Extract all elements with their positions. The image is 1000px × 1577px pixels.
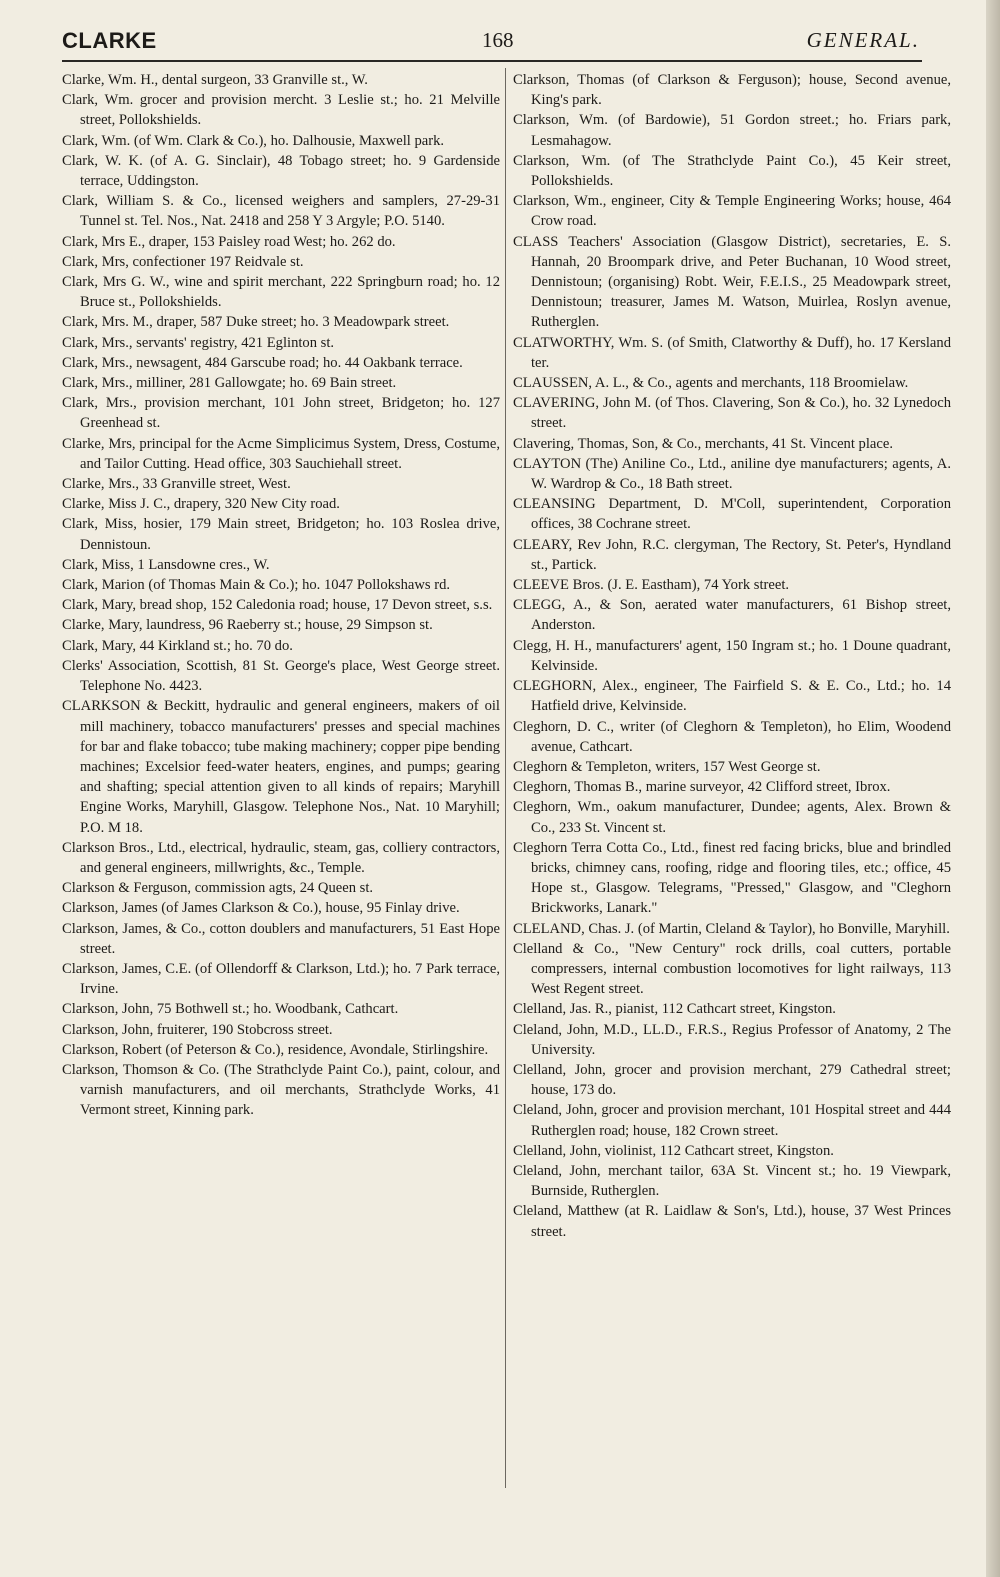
directory-entry: Clarke, Mrs., 33 Granville street, West. [62, 476, 291, 493]
directory-entry: CLASS Teachers' Association (Glasgow District), secretaries, E. S. Hannah, 20 Broompark drive, and Peter Buchanan, 10 Wood street, Dennistoun; (organising) Robt. Weir, F.E.I.S., 25 Meadowpark street, Dennistoun; treasurer, James M. Watson, Muirlea, Roslyn avenue, Rutherglen. [513, 233, 951, 331]
directory-entry: Clarke, Mary, laundress, 96 Raeberry st.; house, 29 Simpson st. [62, 617, 433, 634]
directory-entry: CLELAND, Chas. J. (of Martin, Cleland & Taylor), ho Bonville, Maryhill. [513, 920, 950, 937]
page-number: 168 [482, 28, 514, 52]
directory-entry: CLATWORTHY, Wm. S. (of Smith, Clatworthy & Duff), ho. 17 Kersland ter. [513, 334, 951, 371]
directory-entry: Cleghorn & Templeton, writers, 157 West George st. [513, 758, 821, 775]
directory-entry: CLAVERING, John M. (of Thos. Clavering, Son & Co.), ho. 32 Lynedoch street. [513, 395, 951, 432]
directory-entry: CLAUSSEN, A. L., & Co., agents and merchants, 118 Broomielaw. [513, 375, 909, 392]
directory-entry: Clarke, Miss J. C., drapery, 320 New City road. [62, 496, 340, 513]
directory-entry: Clarkson, Robert (of Peterson & Co.), residence, Avondale, Stirlingshire. [62, 1041, 489, 1058]
directory-entry: Clark, Mrs E., draper, 153 Paisley road West; ho. 262 do. [62, 233, 396, 250]
directory-entry: Clavering, Thomas, Son, & Co., merchants, 41 St. Vincent place. [513, 435, 893, 452]
directory-entry: Clarkson & Ferguson, commission agts, 24 Queen st. [62, 880, 374, 897]
directory-entry: Clerks' Association, Scottish, 81 St. George's place, West George street. Telephone No. 4423. [62, 657, 500, 695]
directory-entry: CLEEVE Bros. (J. E. Eastham), 74 York street. [513, 577, 790, 594]
directory-entry: Clark, W. K. (of A. G. Sinclair), 48 Tobago street; ho. 9 Gardenside terrace, Uddingston. [62, 152, 500, 190]
directory-entry: Clelland, Jas. R., pianist, 112 Cathcart street, Kingston. [513, 1001, 836, 1018]
directory-entry: Clarkson, Wm., engineer, City & Temple Engineering Works; house, 464 Crow road. [513, 193, 951, 230]
directory-entry: Cleland, John, grocer and provision merchant, 101 Hospital street and 444 Rutherglen road; house, 182 Crown street. [513, 1102, 951, 1139]
directory-entry: Cleghorn Terra Cotta Co., Ltd., finest red facing bricks, blue and brindled bricks, chimney cans, roofing, ridge and flooring tiles, etc.; office, 45 Hope st., Glasgow. Telegrams, "Pressed," Glasgow, and "Cleghorn Brickworks, Lanark." [513, 839, 951, 917]
directory-entry: CLEANSING Department, D. M'Coll, superintendent, Corporation offices, 38 Cochrane street. [513, 496, 951, 533]
directory-entry: Clark, Marion (of Thomas Main & Co.); ho. 1047 Pollokshaws rd. [62, 577, 451, 594]
directory-entry: Clark, Mrs, confectioner 197 Reidvale st. [62, 253, 304, 270]
directory-entry: Clark, Wm. (of Wm. Clark & Co.), ho. Dalhousie, Maxwell park. [62, 132, 445, 149]
directory-entry: Cleghorn, Thomas B., marine surveyor, 42 Clifford street, Ibrox. [513, 779, 891, 796]
right-column [513, 70, 951, 1242]
directory-entry: Clark, Wm. grocer and provision mercht. 3 Leslie st.; ho. 21 Melville street, Pollokshields. [62, 92, 500, 129]
directory-entry: Clark, Mary, 44 Kirkland st.; ho. 70 do. [62, 637, 293, 654]
directory-entry: Clarke, Mrs, principal for the Acme Simplicimus System, Dress, Costume, and Tailor Cutting. Head office, 303 Sauchiehall street. [62, 435, 500, 472]
directory-entry: Clark, Mrs., newsagent, 484 Garscube road; ho. 44 Oakbank terrace. [62, 354, 463, 371]
directory-entry: Clarkson, Thomas (of Clarkson & Ferguson); house, Second avenue, King's park. [513, 72, 951, 109]
directory-entry: Clegg, H. H., manufacturers' agent, 150 Ingram st.; ho. 1 Doune quadrant, Kelvinside. [513, 637, 951, 674]
directory-entry: Clark, Mrs., provision merchant, 101 John street, Bridgeton; ho. 127 Greenhead st. [62, 395, 500, 432]
directory-entry: CLEARY, Rev John, R.C. clergyman, The Rectory, St. Peter's, Hyndland st., Partick. [513, 536, 951, 573]
running-head-name: CLARKE [62, 28, 157, 53]
section-title: GENERAL. [806, 28, 920, 52]
directory-entry: CLAYTON (The) Aniline Co., Ltd., aniline dye manufacturers; agents, A. W. Wardrop & Co., 18 Bath street. [513, 455, 951, 493]
directory-entry: Clark, Mrs. M., draper, 587 Duke street; ho. 3 Meadowpark street. [62, 314, 450, 331]
column-divider [505, 68, 506, 1488]
directory-entry: Clark, Miss, 1 Lansdowne cres., W. [62, 556, 270, 573]
directory-entry: Clarkson, James, & Co., cotton doublers and manufacturers, 51 East Hope street. [62, 920, 500, 957]
directory-entry: Cleghorn, Wm., oakum manufacturer, Dundee; agents, Alex. Brown & Co., 233 St. Vincent st. [513, 799, 951, 836]
left-column [62, 70, 500, 1121]
directory-entry: Clarkson, John, fruiterer, 190 Stobcross street. [62, 1021, 333, 1038]
directory-entry: Cleland, John, M.D., LL.D., F.R.S., Regius Professor of Anatomy, 2 The University. [513, 1021, 951, 1058]
directory-entry: Cleland, Matthew (at R. Laidlaw & Son's, Ltd.), house, 37 West Princes street. [513, 1203, 951, 1240]
directory-entry: Clarkson Bros., Ltd., electrical, hydraulic, steam, gas, colliery contractors, and general engineers, millwrights, &c., Temple. [62, 839, 500, 876]
directory-entry: Clarkson, James, C.E. (of Ollendorff & Clarkson, Ltd.); ho. 7 Park terrace, Irvine. [62, 960, 500, 998]
directory-entry: Clarkson, John, 75 Bothwell st.; ho. Woodbank, Cathcart. [62, 1001, 399, 1018]
directory-entry: Cleghorn, D. C., writer (of Cleghorn & Templeton), ho Elim, Woodend avenue, Cathcart. [513, 718, 951, 755]
page-edge [986, 0, 1000, 1577]
directory-entry: Clark, Miss, hosier, 179 Main street, Bridgeton; ho. 103 Roslea drive, Dennistoun. [62, 516, 500, 553]
directory-entry: Clelland & Co., "New Century" rock drills, coal cutters, portable compressers, internal combustion locomotives for light railways, 113 West Regent street. [513, 940, 951, 998]
directory-entry: Clarkson, James (of James Clarkson & Co.), house, 95 Finlay drive. [62, 900, 460, 917]
page-header [62, 22, 922, 62]
directory-entry: CLARKSON & Beckitt, hydraulic and general engineers, makers of oil mill machinery, tobacco manufacturers' presses and special machines for bar and flake tobacco; tube making machinery; copper pipe bending machines; Excelsior feed-water heaters, engines, and pumps; gearing and shafting; special attention given to all kinds of repairs; Maryhill Engine Works, Maryhill, Glasgow. Telephone Nos., Nat. 10 Maryhill; P.O. M 18. [62, 698, 500, 836]
directory-entry: Clark, Mrs., milliner, 281 Gallowgate; ho. 69 Bain street. [62, 375, 397, 392]
directory-entry: Clarkson, Thomson & Co. (The Strathclyde Paint Co.), paint, colour, and varnish manufacturers, and oil merchants, Strathclyde Works, 41 Vermont street, Kinning park. [62, 1061, 500, 1119]
directory-entry: Clelland, John, grocer and provision merchant, 279 Cathedral street; house, 173 do. [513, 1061, 951, 1099]
directory-entry: Clarkson, Wm. (of Bardowie), 51 Gordon street.; ho. Friars park, Lesmahagow. [513, 112, 951, 149]
directory-entry: Clark, Mrs., servants' registry, 421 Eglinton st. [62, 334, 335, 351]
directory-entry: Clark, William S. & Co., licensed weighers and samplers, 27-29-31 Tunnel st. Tel. Nos., Nat. 2418 and 258 Y 3 Argyle; P.O. 5140. [62, 193, 500, 230]
directory-entry: Clark, Mrs G. W., wine and spirit merchant, 222 Springburn road; ho. 12 Bruce st., Pollokshields. [62, 274, 500, 311]
directory-entry: Clarkson, Wm. (of The Strathclyde Paint Co.), 45 Keir street, Pollokshields. [513, 152, 951, 190]
directory-entry: CLEGHORN, Alex., engineer, The Fairfield S. & E. Co., Ltd.; ho. 14 Hatfield drive, Kelvinside. [513, 678, 951, 715]
directory-entry: Cleland, John, merchant tailor, 63A St. Vincent st.; ho. 19 Viewpark, Burnside, Rutherglen. [513, 1162, 951, 1200]
directory-entry: Clelland, John, violinist, 112 Cathcart street, Kingston. [513, 1142, 834, 1159]
directory-entry: Clarke, Wm. H., dental surgeon, 33 Granville st., W. [62, 72, 368, 88]
directory-entry: CLEGG, A., & Son, aerated water manufacturers, 61 Bishop street, Anderston. [513, 597, 951, 634]
directory-entry: Clark, Mary, bread shop, 152 Caledonia road; house, 17 Devon street, s.s. [62, 597, 493, 614]
